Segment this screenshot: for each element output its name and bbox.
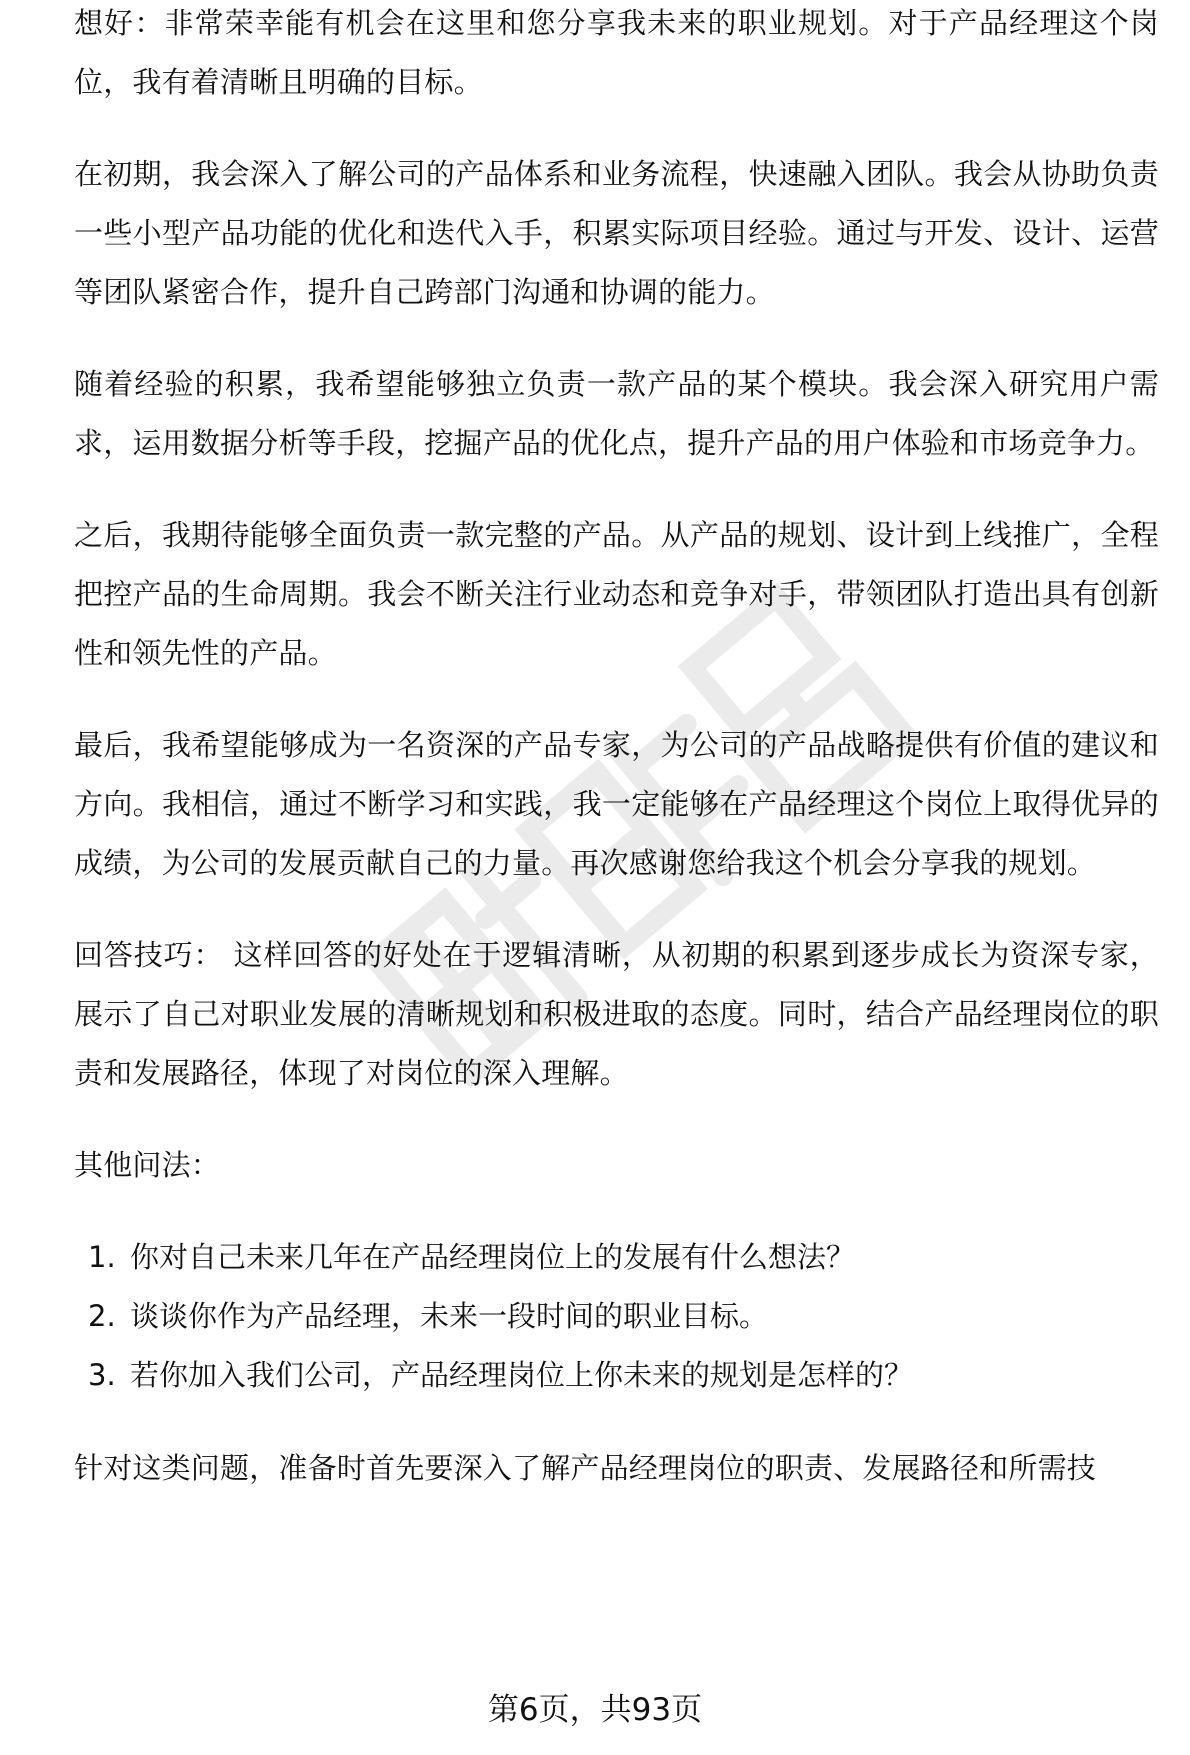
list-item-text: 谈谈你作为产品经理，未来一段时间的职业目标。 [130, 1299, 769, 1333]
paragraph-answer-tips: 回答技巧： 这样回答的好处在于逻辑清晰，从初期的积累到逐步成长为资深专家，展示了自己对职业发展的清晰规划和积极进取的态度。同时，结合产品经理岗位的职责和发展路径，体现了对岗位的深入理解。 [74, 938, 1159, 1090]
page-number-footer: 第6页，共93页 [487, 1692, 703, 1728]
list-item-text: 你对自己未来几年在产品经理岗位上的发展有什么想法？ [130, 1240, 856, 1274]
paragraph-intro: 想好：非常荣幸能有机会在这里和您分享我未来的职业规划。对于产品经理这个岗位，我有着清晰且明确的目标。 [74, 6, 1159, 99]
paragraph-early-stage: 在初期，我会深入了解公司的产品体系和业务流程，快速融入团队。我会从协助负责一些小型产品功能的优化和迭代入手，积累实际项目经验。通过与开发、设计、运营等团队紧密合作，提升自己跨部门沟通和协调的能力。 [74, 157, 1159, 309]
other-questions-list [74, 1228, 1159, 1405]
list-item [74, 1287, 1159, 1346]
paragraph-preparation: 针对这类问题，准备时首先要深入了解产品经理岗位的职责、发展路径和所需技 [74, 1451, 1097, 1485]
paragraph-module-stage: 随着经验的积累，我希望能够独立负责一款产品的某个模块。我会深入研究用户需求，运用数据分析等手段，挖掘产品的优化点，提升产品的用户体验和市场竞争力。 [74, 367, 1159, 460]
paragraph-full-product-stage: 之后，我期待能够全面负责一款完整的产品。从产品的规划、设计到上线推广，全程把控产品的生命周期。我会不断关注行业动态和竞争对手，带领团队打造出具有创新性和领先性的产品。 [74, 518, 1159, 670]
list-item [74, 1346, 1159, 1405]
paragraph-final-stage: 最后，我希望能够成为一名资深的产品专家，为公司的产品战略提供有价值的建议和方向。我相信，通过不断学习和实践，我一定能够在产品经理这个岗位上取得优异的成绩，为公司的发展贡献自己的力量。再次感谢您给我这个机会分享我的规划。 [74, 728, 1159, 880]
paragraph-other-questions-heading: 其他问法： [74, 1148, 221, 1182]
list-item [74, 1228, 1159, 1287]
list-item-number: 3. [88, 1358, 116, 1392]
list-item-text: 若你加入我们公司，产品经理岗位上你未来的规划是怎样的？ [130, 1358, 914, 1392]
document-body [74, 6, 1159, 1531]
list-item-number: 2. [88, 1299, 116, 1333]
list-item-number: 1. [88, 1240, 116, 1274]
